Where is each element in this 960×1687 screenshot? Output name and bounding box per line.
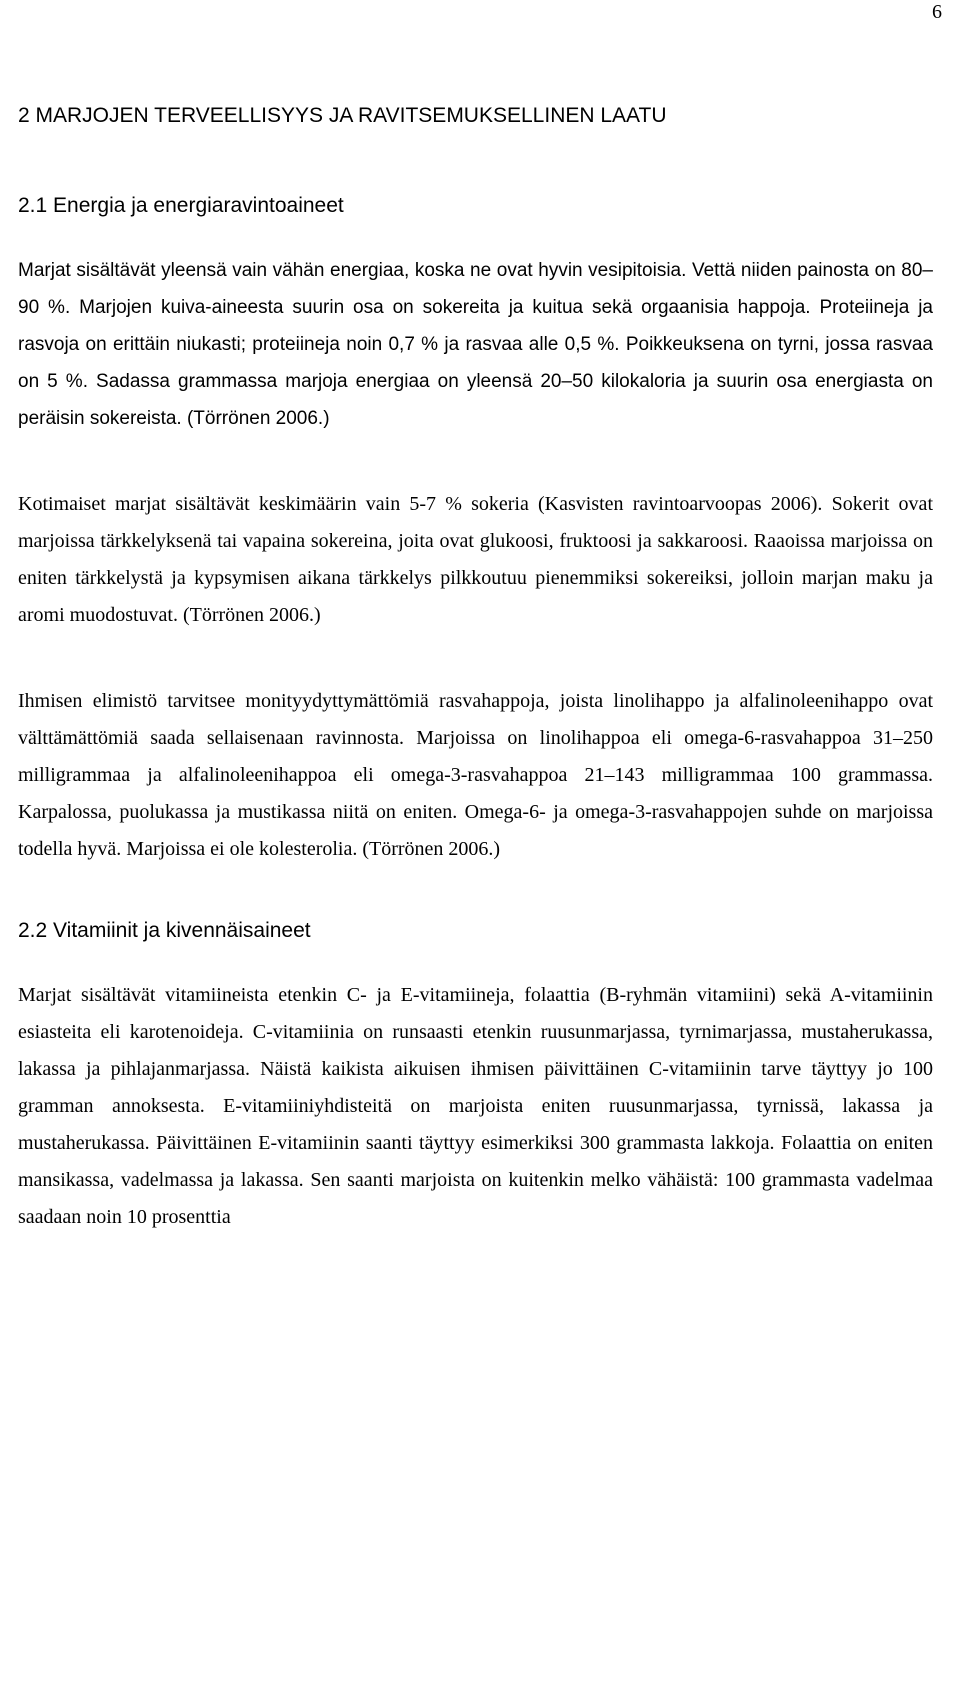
- document-body: [18, 102, 933, 1285]
- paragraph-sugars: Kotimaiset marjat sisältävät keskimäärin vain 5-7 % sokeria (Kasvisten ravintoarvoopas 2006). Sokerit ovat marjoissa tärkkelyksenä tai vapaina sokereina, joita ovat glukoosi, fruktoosi ja sakkaroosi. Raaoissa marjoissa on eniten tärkkelystä ja kypsymisen aikana tärkkelys pilkkoutuu pienemmiksi sokereiksi, jolloin marjan maku ja aromi muodostuvat. (Törrönen 2006.): [18, 493, 933, 626]
- paragraph-vitamins: Marjat sisältävät vitamiineista etenkin C- ja E-vitamiineja, folaattia (B-ryhmän vitamiini) sekä A-vitamiinin esiasteita eli karotenoideja. C-vitamiinia on runsaasti etenkin ruusunmarjassa, tyrnimarjassa, mustaherukassa, lakassa ja pihlajanmarjassa. Näistä kaikista aikuisen ihmisen päivittäinen C-vitamiinin tarve täyttyy jo 100 gramman annoksesta. E-vitamiiniyhdisteitä on marjoista eniten ruusunmarjassa, tyrnissä, lakassa ja mustaherukassa. Päivittäinen E-vitamiinin saanti täyttyy esimerkiksi 300 grammasta lakkoja. Folaattia on eniten mansikassa, vadelmassa ja lakassa. Sen saanti marjoista on kuitenkin melko vähäistä: 100 grammasta vadelmaa saadaan noin 10 prosenttia: [18, 984, 933, 1228]
- subsection-heading-energy: 2.1 Energia ja energiaravintoaineet: [18, 194, 344, 217]
- paragraph-energy: Marjat sisältävät yleensä vain vähän energiaa, koska ne ovat hyvin vesipitoisia. Vettä niiden painosta on 80–90 %. Marjojen kuiva-aineesta suurin osa on sokereita ja kuitua sekä orgaanisia happoja. Proteiineja ja rasvoja on erittäin niukasti; proteiineja noin 0,7 % ja rasvaa alle 0,5 %. Poikkeuksena on tyrni, jossa rasvaa on 5 %. Sadassa grammassa marjoja energiaa on yleensä 20–50 kilokaloria ja suurin osa energiasta on peräisin sokereista. (Törrönen 2006.): [18, 260, 933, 429]
- paragraph-fatty-acids: Ihmisen elimistö tarvitsee monityydyttymättömiä rasvahappoja, joista linolihappo ja alfalinoleenihappo ovat välttämättömiä saada sellaisenaan ravinnosta. Marjoissa on linolihappoa eli omega-6-rasvahappoa 31–250 milligrammaa ja alfalinoleenihappoa eli omega-3-rasvahappoa 21–143 milligrammaa 100 grammassa. Karpalossa, puolukassa ja mustikassa niitä on eniten. Omega-6- ja omega-3-rasvahappojen suhde on marjoissa todella hyvä. Marjoissa ei ole kolesterolia. (Törrönen 2006.): [18, 690, 933, 860]
- section-heading: 2 MARJOJEN TERVEELLISYYS JA RAVITSEMUKSELLINEN LAATU: [18, 104, 667, 127]
- page-number: 6: [932, 1, 942, 23]
- subsection-heading-vitamins: 2.2 Vitamiinit ja kivennäisaineet: [18, 919, 311, 942]
